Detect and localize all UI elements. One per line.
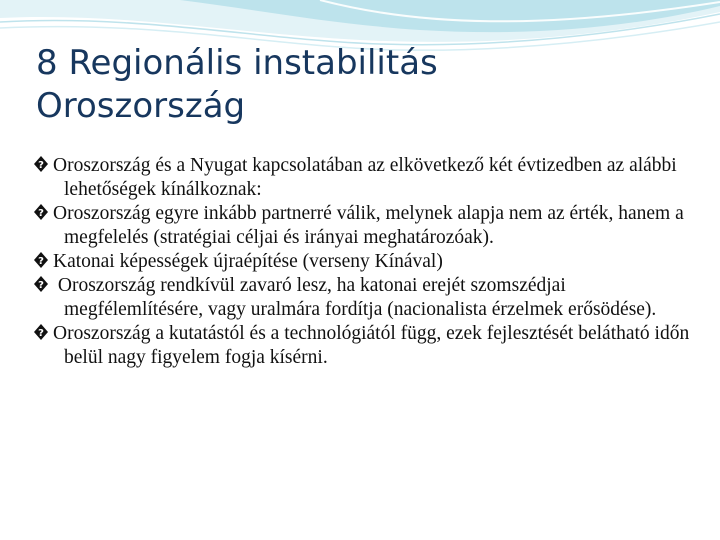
bullet-text: Oroszország a kutatástól és a technológiától függ, ezek fejlesztését belátható időn belül nagy figyelem fogja kísérni. xyxy=(53,323,690,368)
replacement-character-icon xyxy=(32,275,50,293)
svg-text:?: ? xyxy=(38,256,44,267)
svg-text:?: ? xyxy=(38,208,44,219)
bullet-item xyxy=(32,322,692,370)
svg-text:?: ? xyxy=(38,328,44,339)
bullet-text: Oroszország rendkívül zavaró lesz, ha katonai erejét szomszédjai megfélemlítésére, vagy uralmára fordítja (nacionalista érzelmek erősödése). xyxy=(53,275,657,320)
bullet-text: Oroszország és a Nyugat kapcsolatában az elkövetkező két évtizedben az alábbi lehetőségek kínálkoznak: xyxy=(53,155,677,200)
slide-title-line-1: 8 Regionális instabilitás xyxy=(36,43,438,83)
slide-title-line-2: Oroszország xyxy=(36,86,246,126)
replacement-character-icon xyxy=(32,251,50,269)
bullet-item xyxy=(32,250,692,274)
bullet-item xyxy=(32,202,692,250)
bullet-item xyxy=(32,274,692,322)
slide-title xyxy=(36,42,676,128)
replacement-character-icon xyxy=(32,155,50,173)
svg-text:?: ? xyxy=(38,160,44,171)
bullet-text: Oroszország egyre inkább partnerré válik, melynek alapja nem az érték, hanem a megfelelés (stratégiai céljai és irányai meghatározóak). xyxy=(53,203,684,248)
replacement-character-icon xyxy=(32,203,50,221)
replacement-character-icon xyxy=(32,323,50,341)
bullet-list xyxy=(32,154,692,370)
svg-text:?: ? xyxy=(38,280,44,291)
bullet-item xyxy=(32,154,692,202)
bullet-text: Katonai képességek újraépítése (verseny Kínával) xyxy=(53,251,443,272)
